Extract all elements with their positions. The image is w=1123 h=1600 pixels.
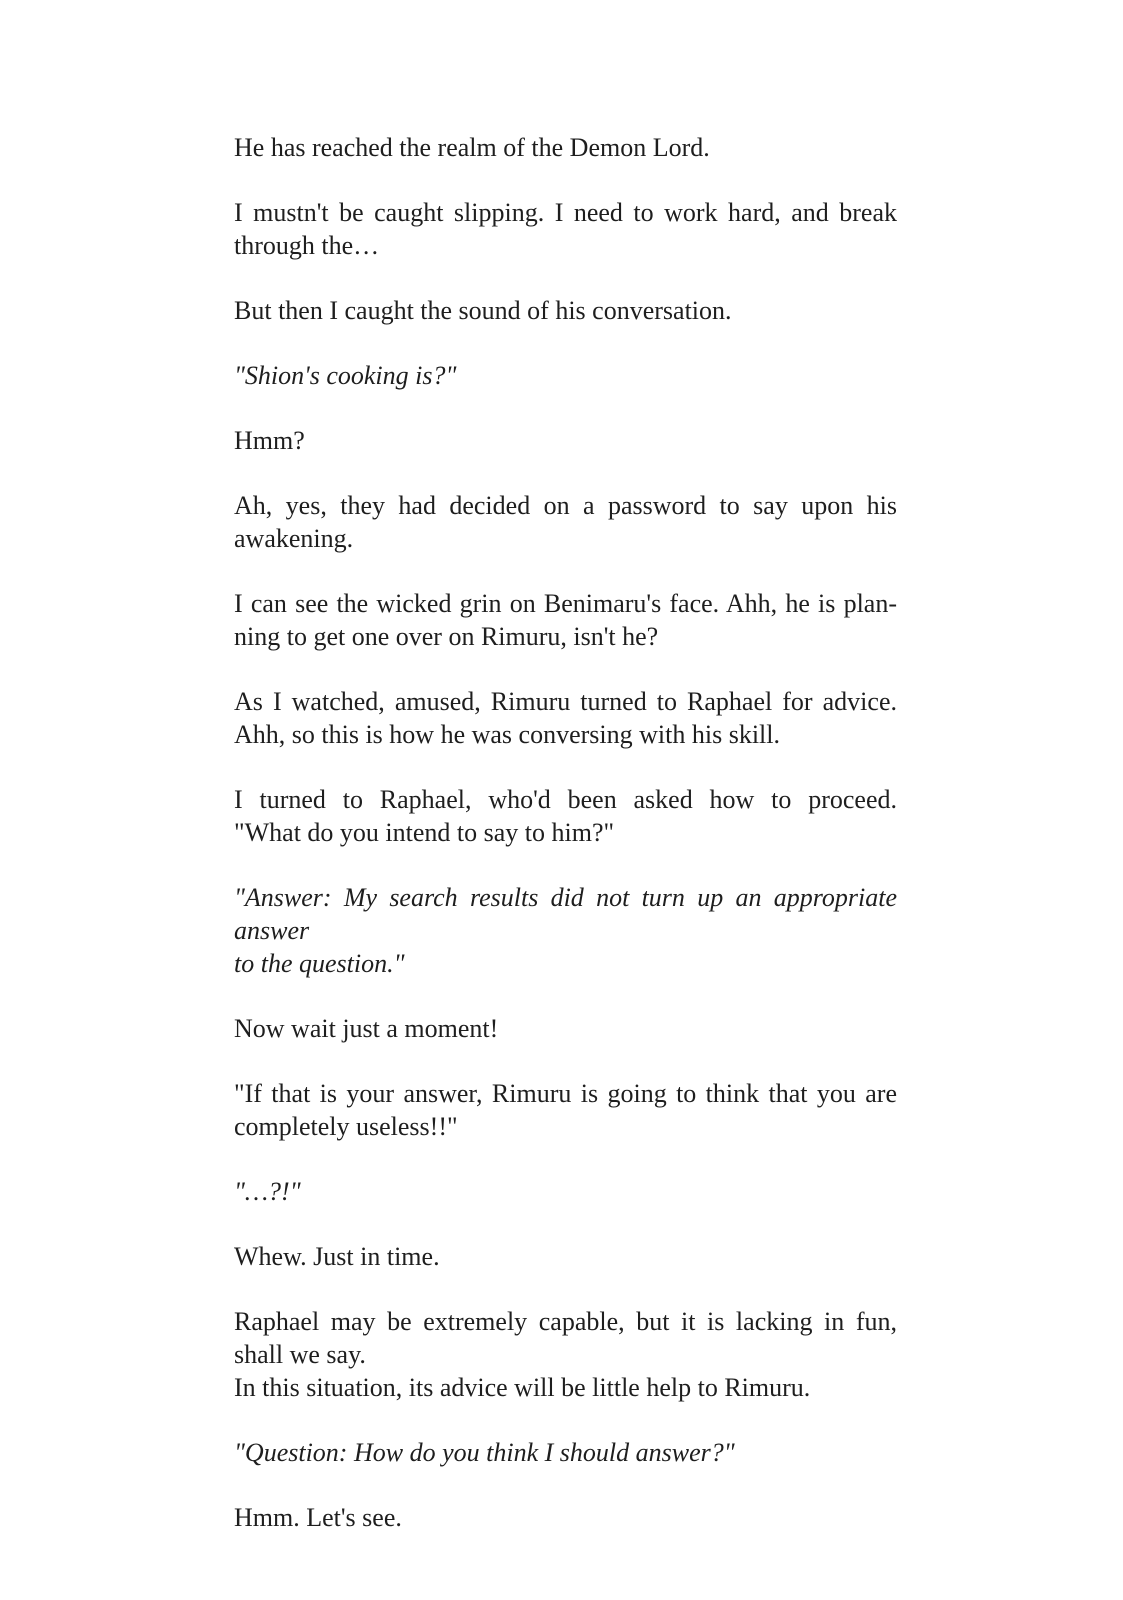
text-line: Ahh, so this is how he was conversing with his skill.: [234, 720, 780, 749]
text-line: "What do you intend to say to him?": [234, 818, 615, 847]
text-line: Whew. Just in time.: [234, 1242, 440, 1271]
paragraph: [234, 1501, 897, 1534]
paragraph: [234, 359, 897, 392]
paragraph: [234, 196, 897, 262]
page-text: [234, 131, 897, 1566]
text-line: As I watched, amused, Rimuru turned to Raphael for advice.: [234, 687, 897, 716]
text-line: "…?!": [234, 1177, 301, 1206]
paragraph: [234, 424, 897, 457]
text-line: ning to get one over on Rimuru, isn't he?: [234, 622, 659, 651]
paragraph: [234, 685, 897, 751]
text-line: In this situation, its advice will be little help to Rimuru.: [234, 1373, 811, 1402]
text-line: Hmm?: [234, 426, 305, 455]
paragraph: [234, 1436, 897, 1469]
text-line: "Question: How do you think I should answer?": [234, 1438, 735, 1467]
text-line: through the…: [234, 231, 380, 260]
text-line: completely useless!!": [234, 1112, 458, 1141]
paragraph: [234, 881, 897, 980]
text-line: "Shion's cooking is?": [234, 361, 457, 390]
paragraph: [234, 1077, 897, 1143]
paragraph: [234, 1012, 897, 1045]
text-line: "Answer: My search results did not turn up an appropriate answer: [234, 883, 897, 945]
text-line: Raphael may be extremely capable, but it is lacking in fun,: [234, 1307, 897, 1336]
text-line: Ah, yes, they had decided on a password to say upon his: [234, 491, 897, 520]
text-line: He has reached the realm of the Demon Lord.: [234, 133, 710, 162]
text-line: Now wait just a moment!: [234, 1014, 499, 1043]
text-line: I mustn't be caught slipping. I need to work hard, and break: [234, 198, 897, 227]
paragraph: [234, 587, 897, 653]
text-line: I turned to Raphael, who'd been asked how to proceed.: [234, 785, 897, 814]
text-line: Hmm. Let's see.: [234, 1503, 402, 1532]
text-line: "If that is your answer, Rimuru is going to think that you are: [234, 1079, 897, 1108]
paragraph: [234, 294, 897, 327]
paragraph: [234, 1305, 897, 1404]
text-line: to the question.": [234, 949, 405, 978]
paragraph: [234, 783, 897, 849]
paragraph: [234, 489, 897, 555]
text-line: But then I caught the sound of his conversation.: [234, 296, 732, 325]
paragraph: [234, 1175, 897, 1208]
paragraph: [234, 1240, 897, 1273]
text-line: shall we say.: [234, 1340, 366, 1369]
text-line: I can see the wicked grin on Benimaru's face. Ahh, he is plan-: [234, 589, 897, 618]
text-line: awakening.: [234, 524, 354, 553]
paragraph: [234, 131, 897, 164]
